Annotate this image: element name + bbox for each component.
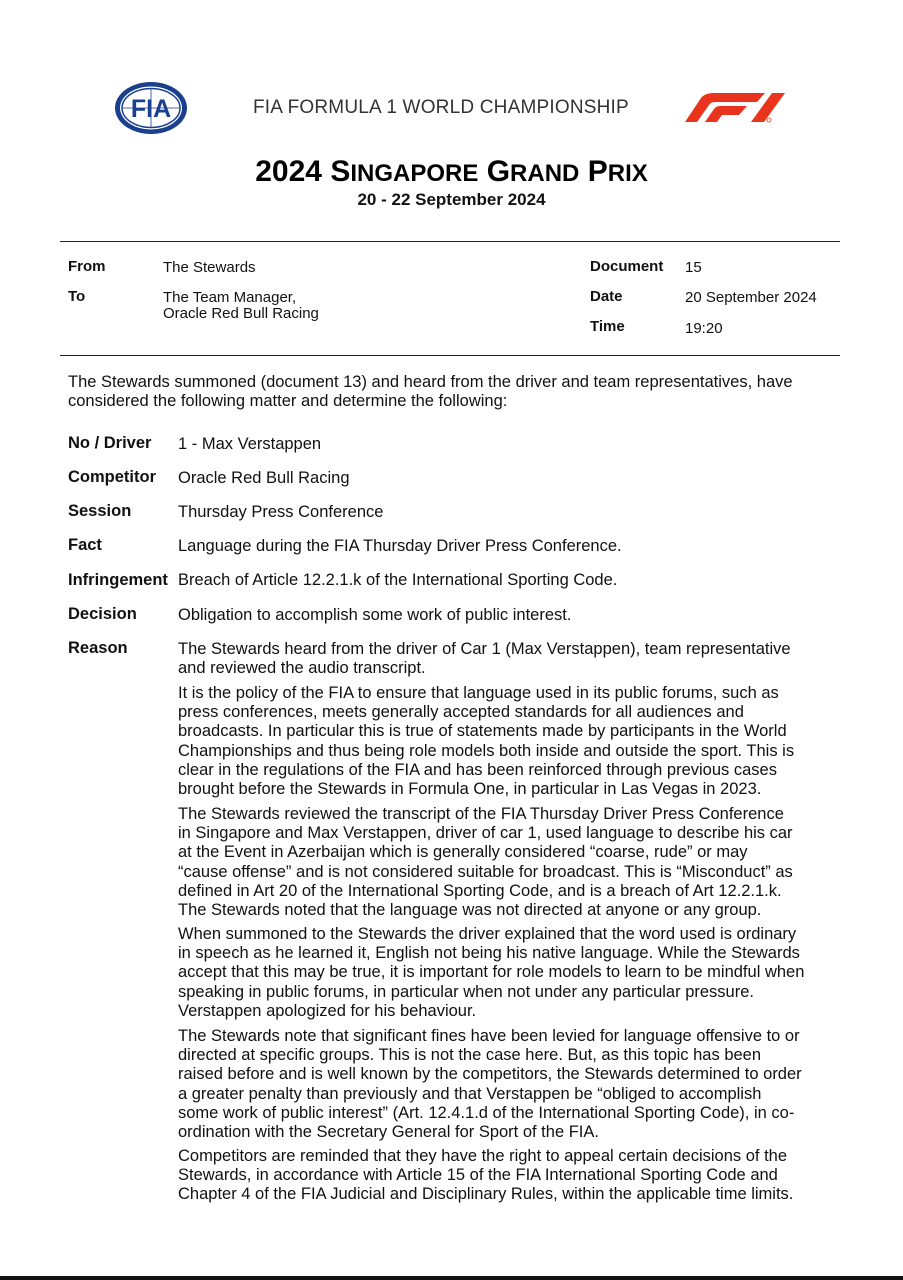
reason-line: Competitors are reminded that they have the right to appeal certain decisions of the xyxy=(178,1147,788,1165)
page-bottom-edge xyxy=(0,1276,903,1280)
reason-line: directed at specific groups. This is not the case here. But, as this topic has been xyxy=(178,1046,762,1065)
reason-line: Stewards, in accordance with Article 15 of the FIA International Sporting Code and xyxy=(178,1166,778,1185)
to-value-line2: Oracle Red Bull Racing xyxy=(163,305,319,322)
field-label-session: Session xyxy=(68,502,132,520)
reason-line: brought before the Stewards in Formula One, in particular in Las Vegas in 2023. xyxy=(178,780,762,799)
reason-paragraph-5 xyxy=(178,1027,838,1142)
header-divider-bottom xyxy=(60,355,840,356)
header-divider-top xyxy=(60,241,840,242)
reason-line: raised before and is well known by the competitors, the Stewards determined to order xyxy=(178,1065,802,1084)
title-word-1: SINGAPORE xyxy=(330,155,479,188)
title-word-2: GRAND xyxy=(486,155,580,188)
to-label: To xyxy=(68,288,86,305)
reason-paragraph-4 xyxy=(178,925,838,1021)
reason-line: in speech as he learned it, English not being his native language. While the Stewards xyxy=(178,944,800,963)
reason-line: some work of public interest” (Art. 12.4.1.d of the International Sporting Code), in co- xyxy=(178,1103,795,1122)
reason-line: The Stewards noted that the language was not directed at anyone or any group. xyxy=(178,901,762,920)
reason-paragraph-2 xyxy=(178,684,838,799)
date-value: 20 September 2024 xyxy=(685,289,817,306)
intro-line-2: considered the following matter and determine the following: xyxy=(68,392,508,410)
reason-line: When summoned to the Stewards the driver explained that the word used is ordinary xyxy=(178,925,797,943)
reason-line: accept that this may be true, it is important for role models to learn to be mindful when xyxy=(178,963,805,982)
reason-line: The Stewards reviewed the transcript of the FIA Thursday Driver Press Conference xyxy=(178,805,784,823)
reason-paragraph-3 xyxy=(178,805,838,920)
document-value: 15 xyxy=(685,259,702,276)
reason-line: in Singapore and Max Verstappen, driver of car 1, used language to describe his car xyxy=(178,824,793,843)
event-title: 2024 SINGAPORE GRAND PRIX xyxy=(255,155,648,188)
reason-line: defined in Art 20 of the International Sporting Code, and is a breach of Art 12.2.1.k. xyxy=(178,881,782,900)
reason-line: a greater penalty than previously and that Verstappen be “obliged to accomplish xyxy=(178,1084,762,1103)
field-value-infringement: Breach of Article 12.2.1.k of the International Sporting Code. xyxy=(178,571,618,589)
fia-logo-text: FIA xyxy=(130,95,172,123)
championship-title: FIA FORMULA 1 WORLD CHAMPIONSHIP xyxy=(253,97,629,118)
intro-line-1: The Stewards summoned (document 13) and heard from the driver and team representatives, have xyxy=(68,373,793,391)
title-word-3: PRIX xyxy=(587,155,648,188)
field-label-fact: Fact xyxy=(68,536,102,554)
f1-logo xyxy=(677,92,787,124)
reason-line: Championships and thus being role models both inside and outside the sport. This is xyxy=(178,741,795,760)
reason-line: at the Event in Azerbaijan which is generally considered “coarse, rude” or may xyxy=(178,843,748,862)
field-label-reason: Reason xyxy=(68,639,128,657)
reason-line: press conferences, meets generally accepted standards for all audiences and xyxy=(178,703,744,722)
reason-line: clear in the regulations of the FIA and has been reinforced through previous cases xyxy=(178,760,777,779)
field-value-fact: Language during the FIA Thursday Driver Press Conference. xyxy=(178,537,622,555)
date-label: Date xyxy=(590,288,623,305)
reason-line: Chapter 4 of the FIA Judicial and Disciplinary Rules, within the applicable time limits. xyxy=(178,1185,794,1204)
field-label-competitor: Competitor xyxy=(68,468,156,486)
field-value-driver: 1 - Max Verstappen xyxy=(178,435,322,453)
reason-paragraph-6 xyxy=(178,1147,838,1205)
reason-line: The Stewards note that significant fines have been levied for language offensive to or xyxy=(178,1027,800,1045)
from-value: The Stewards xyxy=(163,259,256,276)
field-value-session: Thursday Press Conference xyxy=(178,503,384,521)
event-dates: 20 - 22 September 2024 xyxy=(357,190,546,209)
reason-line: It is the policy of the FIA to ensure that language used in its public forums, such as xyxy=(178,684,779,702)
fia-logo xyxy=(113,80,189,136)
field-value-decision: Obligation to accomplish some work of public interest. xyxy=(178,606,572,624)
time-label: Time xyxy=(590,318,625,335)
reason-line: The Stewards heard from the driver of Car 1 (Max Verstappen), team representative xyxy=(178,640,791,658)
from-label: From xyxy=(68,258,106,275)
field-label-driver: No / Driver xyxy=(68,434,152,452)
reason-line: ordination with the Secretary General for Sport of the FIA. xyxy=(178,1123,599,1142)
reason-line: broadcasts. In particular this is true of statements made by participants in the World xyxy=(178,722,787,741)
reason-line: and reviewed the audio transcript. xyxy=(178,659,426,678)
to-value-line1: The Team Manager, xyxy=(163,289,297,306)
field-value-competitor: Oracle Red Bull Racing xyxy=(178,469,350,487)
document-label: Document xyxy=(590,258,664,275)
time-value: 19:20 xyxy=(685,320,723,337)
reason-line: “cause offense” and is not considered suitable for broadcast. This is “Misconduct” as xyxy=(178,862,793,881)
field-label-infringement: Infringement xyxy=(68,571,168,589)
reason-line: Verstappen apologized for his behaviour. xyxy=(178,1001,477,1020)
field-label-decision: Decision xyxy=(68,605,137,623)
reason-paragraph-1 xyxy=(178,640,838,678)
reason-line: speaking in public forums, in particular when not under any particular pressure. xyxy=(178,982,754,1001)
